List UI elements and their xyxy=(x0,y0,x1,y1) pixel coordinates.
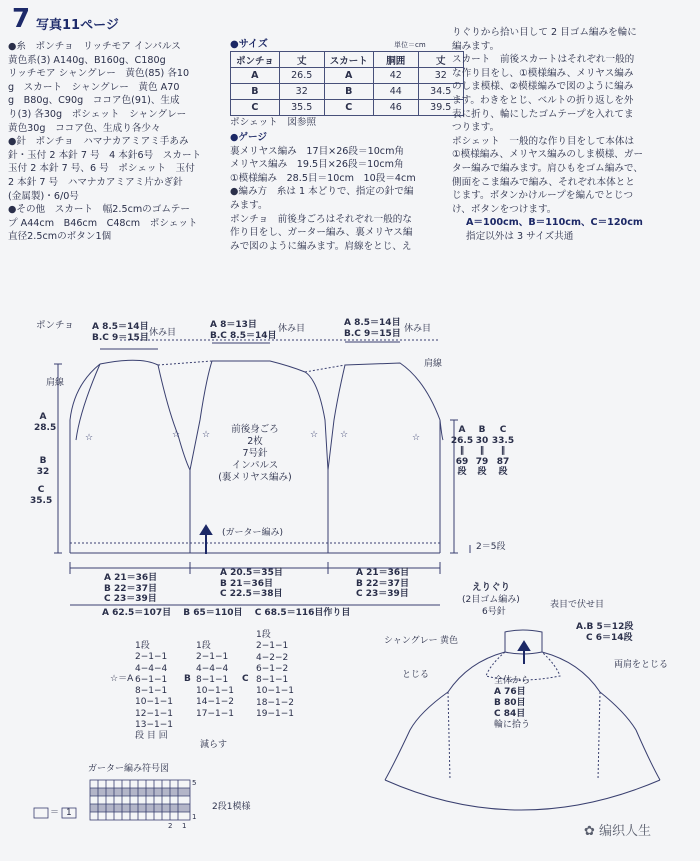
instruction-line: な作り目をし、①模様編み、メリヤス編み xyxy=(452,67,634,79)
pattern-number: 7 xyxy=(12,4,31,34)
width-value: A 21＝36目 xyxy=(356,568,410,578)
materials-line: g スカート シャングレー 黄色 A70 xyxy=(8,81,180,93)
size-cell: A xyxy=(324,68,373,84)
instruction-line: りぐりから拾い目して 2 目ゴム編みを輪に xyxy=(452,27,637,38)
left-height xyxy=(34,412,57,434)
instruction-line: ター編みで編みます。肩ひもをゴム編みで、 xyxy=(452,162,643,174)
legend-row: 1 xyxy=(192,813,197,821)
top-width-label: A 8＝13目 xyxy=(210,320,257,330)
pickup-line: 全体から xyxy=(494,676,531,686)
collar-color: 黄色 xyxy=(440,636,459,646)
collar-shoulder-seam: 両肩をとじる xyxy=(614,660,669,670)
size-cell: 34.5 xyxy=(418,84,463,100)
howto-line: ポンチョ 前後身ごろはそれぞれ一般的な xyxy=(230,213,412,225)
row-count: 87 xyxy=(496,456,510,467)
legend-note: 2段1模様 xyxy=(212,802,251,812)
materials-line: 針・玉付 2 本針 7 号 4 本針6号 スカート xyxy=(8,149,202,161)
photo-reference: 写真11ページ xyxy=(36,18,119,33)
size-cell: 32 xyxy=(279,84,324,100)
top-width-label: A 8.5＝14目 xyxy=(344,318,401,328)
materials-line: 2 本針 7 号 ハマナカアミアミ片かぎ針 xyxy=(8,176,183,188)
svg-text:☆: ☆ xyxy=(340,430,349,440)
watermark-text: 编织人生 xyxy=(599,824,652,839)
decrease-seq-c: 1段 2−1−1 4−2−2 6−1−2 8−1−1 10−1−1 18−1−2 19−1−1 xyxy=(256,630,294,720)
body-line: インパルス xyxy=(231,460,279,471)
width-value: C 23＝39目 xyxy=(356,589,409,599)
size-title: ●サイズ xyxy=(230,39,268,50)
collar-rows: C 6＝14段 xyxy=(586,633,633,643)
size-key: B xyxy=(184,674,191,684)
top-width-label: B.C 8.5＝14目 xyxy=(210,331,277,341)
svg-text:☆: ☆ xyxy=(172,430,181,440)
instruction-line: じます。ボタンかけループを編んでとじつ xyxy=(452,190,634,202)
instruction-line: ポシェット 一般的な作り目をして本体は xyxy=(452,135,635,147)
gauge-line: ①模様編み 28.5目＝10cm 10段＝4cm xyxy=(230,172,416,184)
width-value: C 23＝39目 xyxy=(104,594,157,604)
body-title: 前後身ごろ xyxy=(231,424,279,435)
svg-text:☆: ☆ xyxy=(202,430,211,440)
howto-line: みで図のように編みます。肩線をとじ、え xyxy=(230,240,412,252)
instruction-line: ①模様編み、メリヤス編みのしま模様、ガー xyxy=(452,149,644,161)
width-right xyxy=(356,568,409,600)
svg-text:☆: ☆ xyxy=(412,433,421,443)
rest-stitch-label: 休み目 xyxy=(404,324,432,334)
watermark xyxy=(584,820,651,839)
instruction-line: 編みます。 xyxy=(452,40,500,52)
materials-line: g B80g、C90g ココア色(91)、生成 xyxy=(8,95,180,107)
right-height: A 26.5 ‖ 69 段 xyxy=(450,425,474,477)
collar-title: えりぐり xyxy=(472,582,511,593)
howto-line: ●編み方 糸は 1 本どりで、指定の針で編 xyxy=(230,186,414,198)
height-value: 26.5 xyxy=(450,435,474,446)
size-key: A xyxy=(458,425,466,435)
instruction-line: け、ボタンをつけます。 xyxy=(452,203,557,215)
rest-stitch-label: 休み目 xyxy=(278,324,306,334)
row-count: 79 xyxy=(475,456,489,467)
size-header: スカート xyxy=(324,52,373,68)
shoulder-label: 肩線 xyxy=(424,359,443,369)
pickup-line: C 84目 xyxy=(494,709,526,719)
size-cell: 44 xyxy=(373,84,418,100)
width-mid xyxy=(220,568,283,600)
gauge-line: 裏メリヤス編み 17目×26段＝10cm角 xyxy=(230,145,405,157)
size-cell: 32 xyxy=(418,68,463,84)
left-height xyxy=(34,456,52,478)
pickup-line: A 76目 xyxy=(494,687,526,697)
gauge-title: ●ゲージ xyxy=(230,132,267,143)
width-value: A 21＝36目 xyxy=(104,573,158,583)
instruction-line: 表に折り、輪にしたゴムテープを入れてま xyxy=(452,108,634,120)
size-cell: B xyxy=(231,84,280,100)
right-height: B 30 ‖ 79 段 xyxy=(470,425,494,478)
howto-line: 作り目をし、ガーター編み、裏メリヤス編 xyxy=(230,227,413,239)
total-width-a: A 62.5＝107目 xyxy=(102,608,172,618)
star-key: ☆＝A xyxy=(110,674,134,684)
body-line: 7号針 xyxy=(242,448,268,459)
instruction-line: のしま模様、②模様編みで図のように編み xyxy=(452,81,634,93)
collar-bindoff: 表目で伏せ目 xyxy=(550,600,605,610)
row-unit: 段 xyxy=(457,467,467,477)
total-width-b: B 65＝110目 xyxy=(183,608,243,618)
legend-key: 1 xyxy=(66,808,72,818)
width-value: B 22＝37目 xyxy=(356,578,410,589)
total-width-c: C 68.5＝116目作り目 xyxy=(254,608,351,618)
size-cell: 26.5 xyxy=(279,68,324,84)
size-unit: 単位＝cm xyxy=(394,41,426,49)
size-header: 丈 xyxy=(418,52,463,68)
materials-line: 黄色系(3) A140g、B160g、C180g xyxy=(8,54,166,66)
width-value: B 22＝37目 xyxy=(104,583,158,594)
size-cell: B xyxy=(324,84,373,100)
body-panel-label xyxy=(210,424,300,484)
howto-line: みます。 xyxy=(230,199,268,211)
size-header: ポンチョ xyxy=(231,52,280,68)
legend-row: 5 xyxy=(192,779,197,787)
collar-pickup xyxy=(494,676,530,731)
body-line: 2枚 xyxy=(247,436,263,447)
row-count: 69 xyxy=(455,456,469,467)
size-cell: A xyxy=(231,68,280,84)
size-key: C xyxy=(499,425,507,435)
rest-stitch-label: 休み目 xyxy=(149,328,177,338)
size-cell: C xyxy=(324,100,373,116)
width-left xyxy=(104,573,157,605)
size-cell: C xyxy=(231,100,280,116)
decrease-seq-b: 1段 2−1−1 4−4−4 8−1−1 10−1−1 14−1−2 17−1−1 xyxy=(196,641,234,719)
top-width-label: A 8.5＝14目 xyxy=(92,322,149,332)
height-value: 32 xyxy=(36,467,50,477)
instruction-line: つります。 xyxy=(452,122,500,134)
gauge-line: メリヤス編み 19.5目×26段＝10cm角 xyxy=(230,159,404,171)
instruction-line: ます。わきをとじ、ベルトの折り返しを外 xyxy=(452,94,634,106)
materials-line: 玉付 2 本針 7 号、6 号 ポシェット 玉付 xyxy=(8,163,195,175)
garter-rows-label: 2＝5段 xyxy=(476,542,506,552)
materials-line: 直径2.5cmのボタン1個 xyxy=(8,231,112,243)
legend-col: 1 xyxy=(182,822,187,830)
width-value: C 22.5＝38目 xyxy=(220,589,283,599)
width-value: A 20.5＝35目 xyxy=(220,568,283,578)
materials-line: ●その他 スカート 幅2.5cmのゴムテー xyxy=(8,204,190,216)
size-key: A xyxy=(39,412,47,422)
instruction-line: 側面をこま編みで編み、それぞれ本体とと xyxy=(452,176,635,188)
decrease-note: 減らす xyxy=(200,740,228,750)
row-unit: 段 xyxy=(477,467,487,477)
instruction-line: 指定以外は 3 サイズ共通 xyxy=(466,230,574,242)
left-height xyxy=(30,485,52,507)
top-width-label: B.C 9＝15目 xyxy=(92,333,149,343)
materials-line: (金属製)・6/0号 xyxy=(8,190,79,202)
watermark-icon: ✿ xyxy=(584,824,595,839)
total-width xyxy=(102,608,350,619)
materials-line: り(3) 各30g ポシェット シャングレー xyxy=(8,108,187,120)
size-cell: 39.5 xyxy=(418,100,463,116)
right-height: C 33.5 ‖ 87 段 xyxy=(491,425,515,477)
size-key: C xyxy=(242,674,249,684)
size-key: A xyxy=(127,674,134,684)
size-key: B xyxy=(478,425,486,435)
shoulder-label: 肩線 xyxy=(46,378,65,388)
materials-line: ●糸 ポンチョ リッチモア インパルス xyxy=(8,41,181,52)
size-note: ポシェット 図参照 xyxy=(230,117,317,128)
legend-equals: ＝ xyxy=(50,808,60,818)
size-header: 胴囲 xyxy=(373,52,418,68)
instruction-line: A＝100cm、B＝110cm、C＝120cm xyxy=(466,217,643,229)
height-value: 28.5 xyxy=(34,423,57,433)
size-header: 丈 xyxy=(279,52,324,68)
legend-title: ガーター編み符号図 xyxy=(88,764,170,774)
collar-seam: とじる xyxy=(402,670,430,680)
materials-line: 黄色30g ココア色、生成り各少々 xyxy=(8,122,161,134)
height-value: 33.5 xyxy=(491,435,515,446)
pickup-line: B 80目 xyxy=(494,698,526,708)
legend-col: 2 xyxy=(168,822,173,830)
svg-text:☆: ☆ xyxy=(85,433,94,443)
size-key: C xyxy=(37,485,45,495)
width-value: B 21＝36目 xyxy=(220,578,274,589)
collar-needle: 6号針 xyxy=(482,607,506,617)
section-label: ポンチョ xyxy=(36,320,74,331)
height-value: 35.5 xyxy=(30,496,53,506)
materials-line: プ A44cm B46cm C48cm ポシェット xyxy=(8,217,198,229)
pickup-line: 輪に拾う xyxy=(494,720,531,730)
top-width-label: B.C 9＝15目 xyxy=(344,329,401,339)
collar-rows: A.B 5＝12段 xyxy=(576,622,634,632)
collar-sub: (2目ゴム編み) xyxy=(462,595,520,605)
materials-line: リッチモア シャングレー 黄色(85) 各10 xyxy=(8,68,190,80)
row-unit: 段 xyxy=(498,467,508,477)
collar-yarn: シャングレー xyxy=(384,636,438,646)
instruction-line: スカート 前後スカートはそれぞれ一般的 xyxy=(452,54,635,66)
garter-label: (ガーター編み) xyxy=(222,528,284,538)
decrease-seq-a: 1段 2−1−1 4−4−4 6−1−1 8−1−1 10−1−1 12−1−1 13−1−1 段 目 回 xyxy=(135,641,173,742)
materials-line: ●針 ポンチョ ハマナカアミアミ手あみ xyxy=(8,136,189,148)
height-value: 30 xyxy=(475,435,489,446)
size-cell: 46 xyxy=(373,100,418,116)
size-key: B xyxy=(39,456,47,466)
svg-text:☆: ☆ xyxy=(310,430,319,440)
size-cell: 42 xyxy=(373,68,418,84)
size-cell: 35.5 xyxy=(279,100,324,116)
body-line: (裏メリヤス編み) xyxy=(218,472,292,483)
